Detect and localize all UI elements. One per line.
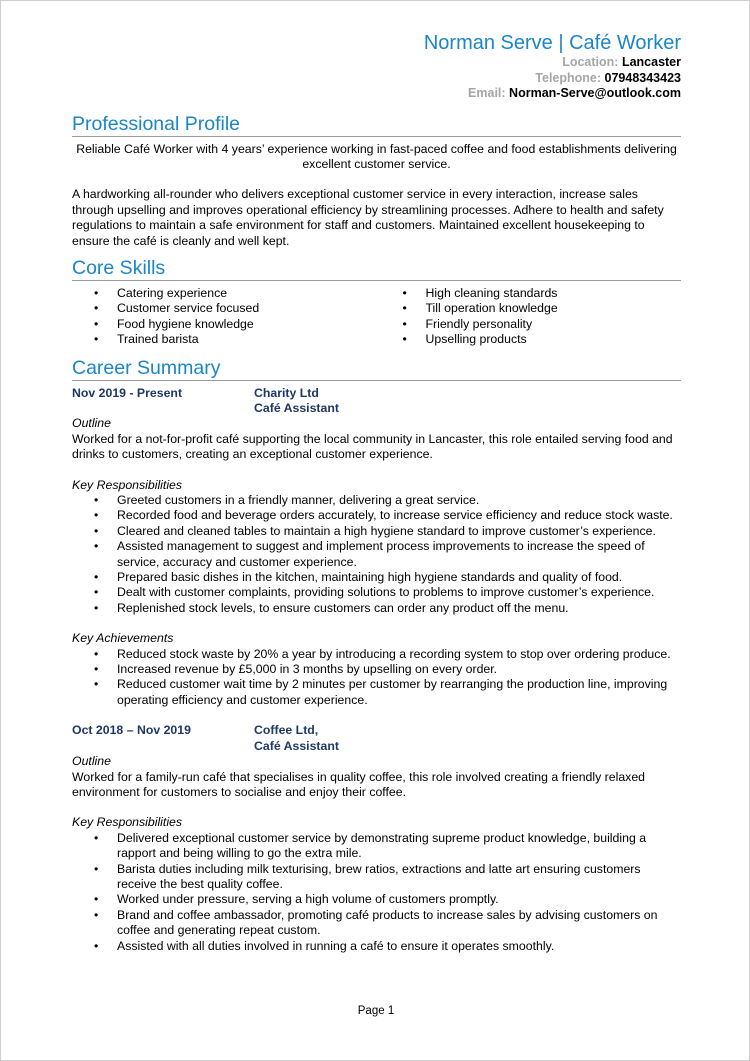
job-outline: Worked for a family-run café that specialises in quality coffee, this role involved creating a friendly relaxed environment for customers to socialise and enjoy their coffee. bbox=[72, 769, 646, 799]
profile-body: A hardworking all-rounder who delivers exceptional customer service in every interaction, increase sales through upselling and improves operational efficiency by streamlining processes. Adhere to health and safety regulations to maintain a safe environment for staff and customers. Maintained excellent housekeeping to ensure the café is cleanly and well kept. bbox=[72, 187, 664, 248]
skill-item: • Friendly personality bbox=[381, 317, 682, 332]
job-header bbox=[72, 386, 681, 417]
location-label: Location: bbox=[562, 55, 619, 69]
cv-header bbox=[72, 31, 681, 102]
career-heading: Career Summary bbox=[72, 357, 681, 381]
skill-item: • High cleaning standards bbox=[381, 286, 682, 301]
job-header bbox=[72, 723, 681, 754]
job-role: Café Assistant bbox=[254, 738, 339, 753]
name-title: Norman Serve | Café Worker bbox=[423, 32, 681, 54]
job-dates: Nov 2019 - Present bbox=[72, 385, 183, 400]
job-entry bbox=[72, 386, 681, 709]
skill-item: • Upselling products bbox=[381, 332, 682, 347]
skills-column-left bbox=[72, 286, 373, 348]
responsibilities-list bbox=[72, 493, 681, 616]
skill-item: • Catering experience bbox=[72, 286, 373, 301]
list-item: • Assisted with all duties involved in running a café to ensure it operates smoothly. bbox=[72, 939, 681, 954]
responsibilities-list bbox=[72, 831, 681, 954]
list-item: • Brand and coffee ambassador, promoting café products to increase sales by advising customers on coffee and generating repeat custom. bbox=[72, 908, 681, 939]
skill-item: • Customer service focused bbox=[72, 301, 373, 316]
achievements-label: Key Achievements bbox=[72, 631, 174, 646]
email-label: Email: bbox=[468, 86, 506, 100]
skill-item: • Food hygiene knowledge bbox=[72, 317, 373, 332]
telephone-value: 07948343423 bbox=[604, 70, 681, 85]
skills-heading: Core Skills bbox=[72, 257, 681, 281]
list-item: • Reduced customer wait time by 2 minutes per customer by rearranging the production line, improving operating efficiency and customer experience. bbox=[72, 677, 681, 708]
profile-heading: Professional Profile bbox=[72, 113, 681, 137]
list-item: • Delivered exceptional customer service by demonstrating supreme product knowledge, building a rapport and being willing to go the extra mile. bbox=[72, 831, 681, 862]
job-outline: Worked for a not-for-profit café supporting the local community in Lancaster, this role entailed serving food and drinks to customers, creating an exceptional customer experience. bbox=[72, 431, 673, 462]
list-item: • Replenished stock levels, to ensure customers can order any product off the menu. bbox=[72, 601, 681, 616]
job-company: Coffee Ltd, bbox=[254, 723, 319, 738]
job-company: Charity Ltd bbox=[254, 385, 319, 400]
list-item: • Worked under pressure, serving a high volume of customers promptly. bbox=[72, 892, 681, 907]
list-item: • Greeted customers in a friendly manner, delivering a great service. bbox=[72, 493, 681, 508]
skill-item: • Till operation knowledge bbox=[381, 301, 682, 316]
responsibilities-label: Key Responsibilities bbox=[72, 815, 183, 830]
skills-list bbox=[72, 286, 681, 348]
cv-content bbox=[72, 1, 681, 954]
list-item: • Prepared basic dishes in the kitchen, maintaining high hygiene standards and quality of food. bbox=[72, 570, 681, 585]
location-value: Lancaster bbox=[621, 55, 681, 69]
skill-item: • Trained barista bbox=[72, 332, 373, 347]
profile-summary: Reliable Café Worker with 4 years’ experience working in fast-paced coffee and food establishments delivering excellent customer service. bbox=[76, 141, 677, 171]
job-entry bbox=[72, 723, 681, 954]
achievements-list bbox=[72, 647, 681, 709]
email-line bbox=[72, 86, 681, 102]
list-item: • Cleared and cleaned tables to maintain a high hygiene standard to improve customer’s experience. bbox=[72, 524, 681, 539]
skills-column-right bbox=[373, 286, 682, 348]
telephone-line bbox=[72, 71, 681, 87]
email-value: Norman-Serve@outlook.com bbox=[509, 86, 681, 100]
list-item: • Reduced stock waste by 20% a year by introducing a recording system to stop over ordering produce. bbox=[72, 647, 681, 662]
list-item: • Barista duties including milk texturising, brew ratios, extractions and latte art ensuring customers receive the best quality coffee. bbox=[72, 862, 681, 893]
responsibilities-label: Key Responsibilities bbox=[72, 477, 183, 492]
job-company-role bbox=[254, 723, 339, 754]
list-item: • Recorded food and beverage orders accurately, to increase service efficiency and reduce stock waste. bbox=[72, 508, 681, 523]
location-line bbox=[72, 55, 681, 71]
list-item: • Dealt with customer complaints, providing solutions to problems to improve customer’s experience. bbox=[72, 585, 681, 600]
telephone-label: Telephone: bbox=[535, 70, 602, 85]
outline-label: Outline bbox=[72, 754, 111, 769]
job-dates: Oct 2018 – Nov 2019 bbox=[72, 723, 191, 738]
job-company-role bbox=[254, 386, 339, 417]
page-number: Page 1 bbox=[357, 1005, 395, 1017]
list-item: • Assisted management to suggest and implement process improvements to increase the speed of service, accuracy and customer experience. bbox=[72, 539, 681, 570]
job-role: Café Assistant bbox=[254, 400, 339, 415]
list-item: • Increased revenue by £5,000 in 3 months by upselling on every order. bbox=[72, 662, 681, 677]
outline-label: Outline bbox=[72, 416, 111, 431]
